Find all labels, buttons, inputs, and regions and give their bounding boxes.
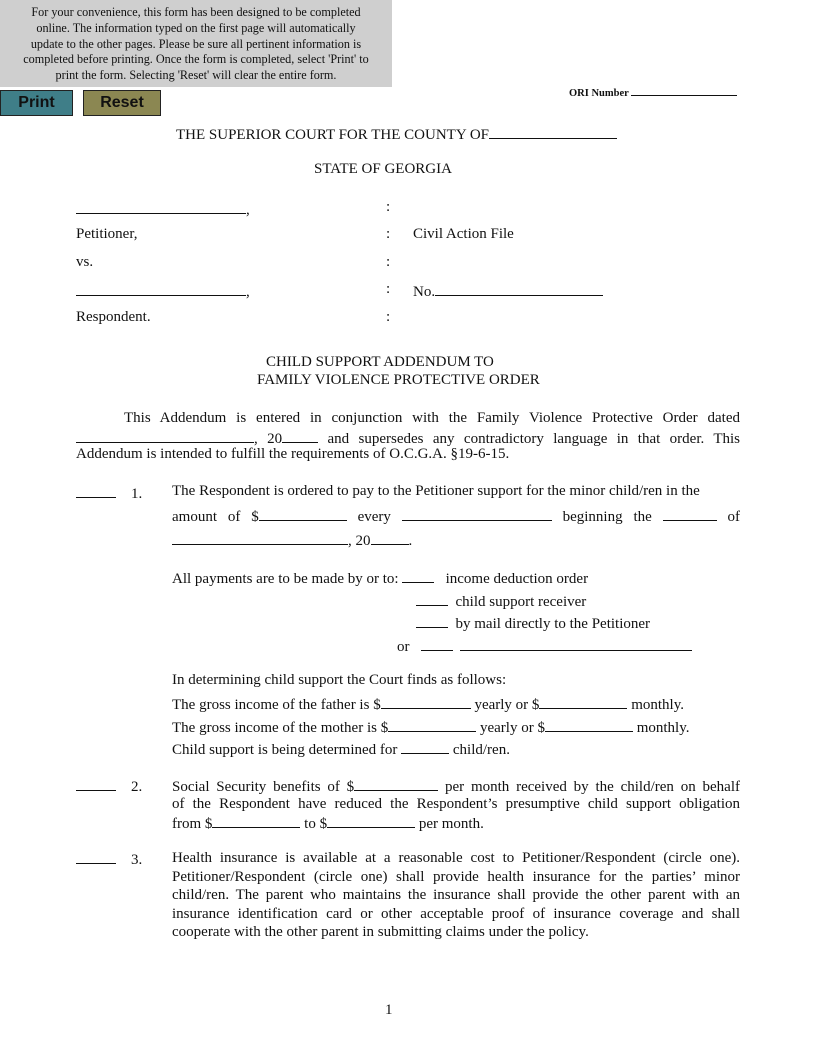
reset-button[interactable]: Reset [83,90,161,116]
payments-label: All payments are to be made by or to: [172,571,399,587]
order-year-field[interactable] [282,428,318,443]
caption-colon: : [386,226,391,242]
of-label: of [727,509,740,525]
state-heading: STATE OF GEORGIA [314,161,452,177]
mail-direct-check[interactable] [416,613,448,628]
item2-initial-field[interactable] [76,776,116,791]
item2-num: 2. [131,779,143,795]
intro-line2 [76,428,740,449]
father-income-label: The gross income of the father is $ [172,697,381,713]
intro-line3: Addendum is intended to fulfill the requirements of O.C.G.A. §19-6-15. [76,446,510,462]
ss-benefits-label: Social Security benefits of $ [172,779,355,795]
case-number-field[interactable] [435,281,603,296]
ss-benefits-text: per month received by the child/ren on behalf [444,779,740,795]
health-insurance-paragraph: Health insurance is available at a reasonable cost to Petitioner/Respondent (circle one). Petitioner/Respondent (circle one) shall provide health insurance for the parties’ minor child/ren. The parent who maintains the insurance shall provide the other parent with an insurance identification card or other acceptable proof of insurance coverage and shall cooperate with the other parent in submitting claims under the policy. [172,850,740,940]
petitioner-label: Petitioner, [76,226,138,242]
from-amount-field[interactable] [212,813,300,828]
payment-option-2 [416,591,586,611]
children-label: child/ren. [452,742,510,758]
case-number-label: No. [413,284,436,300]
father-yearly-field[interactable] [381,694,471,709]
income-deduction-check[interactable] [402,568,434,583]
payment-option-3 [416,613,650,633]
payments-label-line [172,568,588,588]
notice-line: completed before printing. Once the form is completed, select 'Print' to [23,52,369,67]
children-count-label: Child support is being determined for [172,742,398,758]
per-month-label: per month. [418,816,484,832]
mail-direct-label: by mail directly to the Petitioner [455,616,651,632]
item1-number [76,483,142,503]
mother-monthly-field[interactable] [545,717,633,732]
intro-20: , 20 [254,430,283,447]
item1-line1: The Respondent is ordered to pay to the Petitioner support for the minor child/ren in the [172,483,700,499]
father-monthly-field[interactable] [539,694,627,709]
father-income-line [172,694,684,714]
every-label: every [357,509,391,525]
court-line: THE SUPERIOR COURT FOR THE COUNTY OF [176,127,490,143]
county-field[interactable] [489,124,617,139]
item2-line1 [172,776,740,797]
or-label: or [397,639,410,655]
support-amount-field[interactable] [259,506,347,521]
other-payment-field[interactable] [460,636,692,651]
mother-monthly-label: monthly. [636,720,690,736]
other-check[interactable] [421,636,453,651]
father-yearly-label: yearly or $ [474,697,540,713]
intro-line1: This Addendum is entered in conjunction with the Family Violence Protective Order dated [124,410,740,426]
order-date-field[interactable] [76,428,254,443]
amount-of-label: amount of $ [172,509,259,525]
father-monthly-label: monthly. [631,697,684,713]
from-label: from $ [172,816,213,832]
mother-income-line [172,717,689,737]
petitioner-name-field[interactable] [76,199,246,214]
beginning-label: beginning the [562,509,652,525]
form-instructions-notice [0,0,392,87]
mother-yearly-field[interactable] [388,717,476,732]
item3-num: 3. [131,852,143,868]
caption-colon: : [386,281,391,297]
child-support-receiver-label: child support receiver [455,594,587,610]
item1-line3: , 20 . [172,530,412,550]
ori-label: ORI Number [569,88,629,99]
civil-action-label: Civil Action File [413,226,514,242]
item1-num: 1. [131,486,143,502]
children-count-line [172,739,510,759]
respondent-name-field[interactable] [76,281,246,296]
to-amount-field[interactable] [327,813,415,828]
mother-income-label: The gross income of the mother is $ [172,720,389,736]
item3-number [76,849,142,869]
page-number: 1 [385,1002,393,1018]
ori-number [569,86,737,99]
item1-initial-field[interactable] [76,483,116,498]
notice-line: For your convenience, this form has been designed to be completed [31,5,361,19]
caption-colon: : [386,254,391,270]
notice-line: print the form. Selecting 'Reset' will clear the entire form. [55,68,337,83]
beginning-year-field[interactable] [371,530,409,545]
document-title-line2: FAMILY VIOLENCE PROTECTIVE ORDER [257,372,540,388]
caption-colon: : [386,199,391,215]
petitioner-name: , [76,199,250,219]
respondent-label: Respondent. [76,309,151,325]
child-support-receiver-check[interactable] [416,591,448,606]
item3-initial-field[interactable] [76,849,116,864]
payment-frequency-field[interactable] [402,506,552,521]
beginning-day-field[interactable] [663,506,717,521]
ori-number-field[interactable] [631,86,737,96]
court-heading [176,124,617,144]
ss-benefits-field[interactable] [354,776,438,791]
item2-line2: of the Respondent have reduced the Respondent’s presumptive child support obligation [172,795,740,812]
vs-label: vs. [76,254,94,270]
comma-20: , 20 [348,533,371,549]
document-title-line1: CHILD SUPPORT ADDENDUM TO [266,354,494,370]
payment-option-other [397,636,692,656]
mother-yearly-label: yearly or $ [479,720,545,736]
item2-line3 [172,813,484,833]
notice-line: update to the other pages. Please be sure all pertinent information is [30,36,362,51]
caption-colon: : [386,309,391,325]
determining-line: In determining child support the Court finds as follows: [172,672,507,688]
item2-number [76,776,142,796]
print-button[interactable]: Print [0,90,73,116]
income-deduction-label: income deduction order [445,571,589,587]
beginning-month-field[interactable] [172,530,348,545]
to-label: to $ [304,816,328,832]
case-number [413,281,603,301]
item1-line2 [172,506,740,527]
respondent-name: , [76,281,250,301]
notice-line: online. The information typed on the first page will automatically [36,20,356,35]
intro-text: and supersedes any contradictory language in that order. This [327,430,741,447]
children-count-field[interactable] [401,739,449,754]
